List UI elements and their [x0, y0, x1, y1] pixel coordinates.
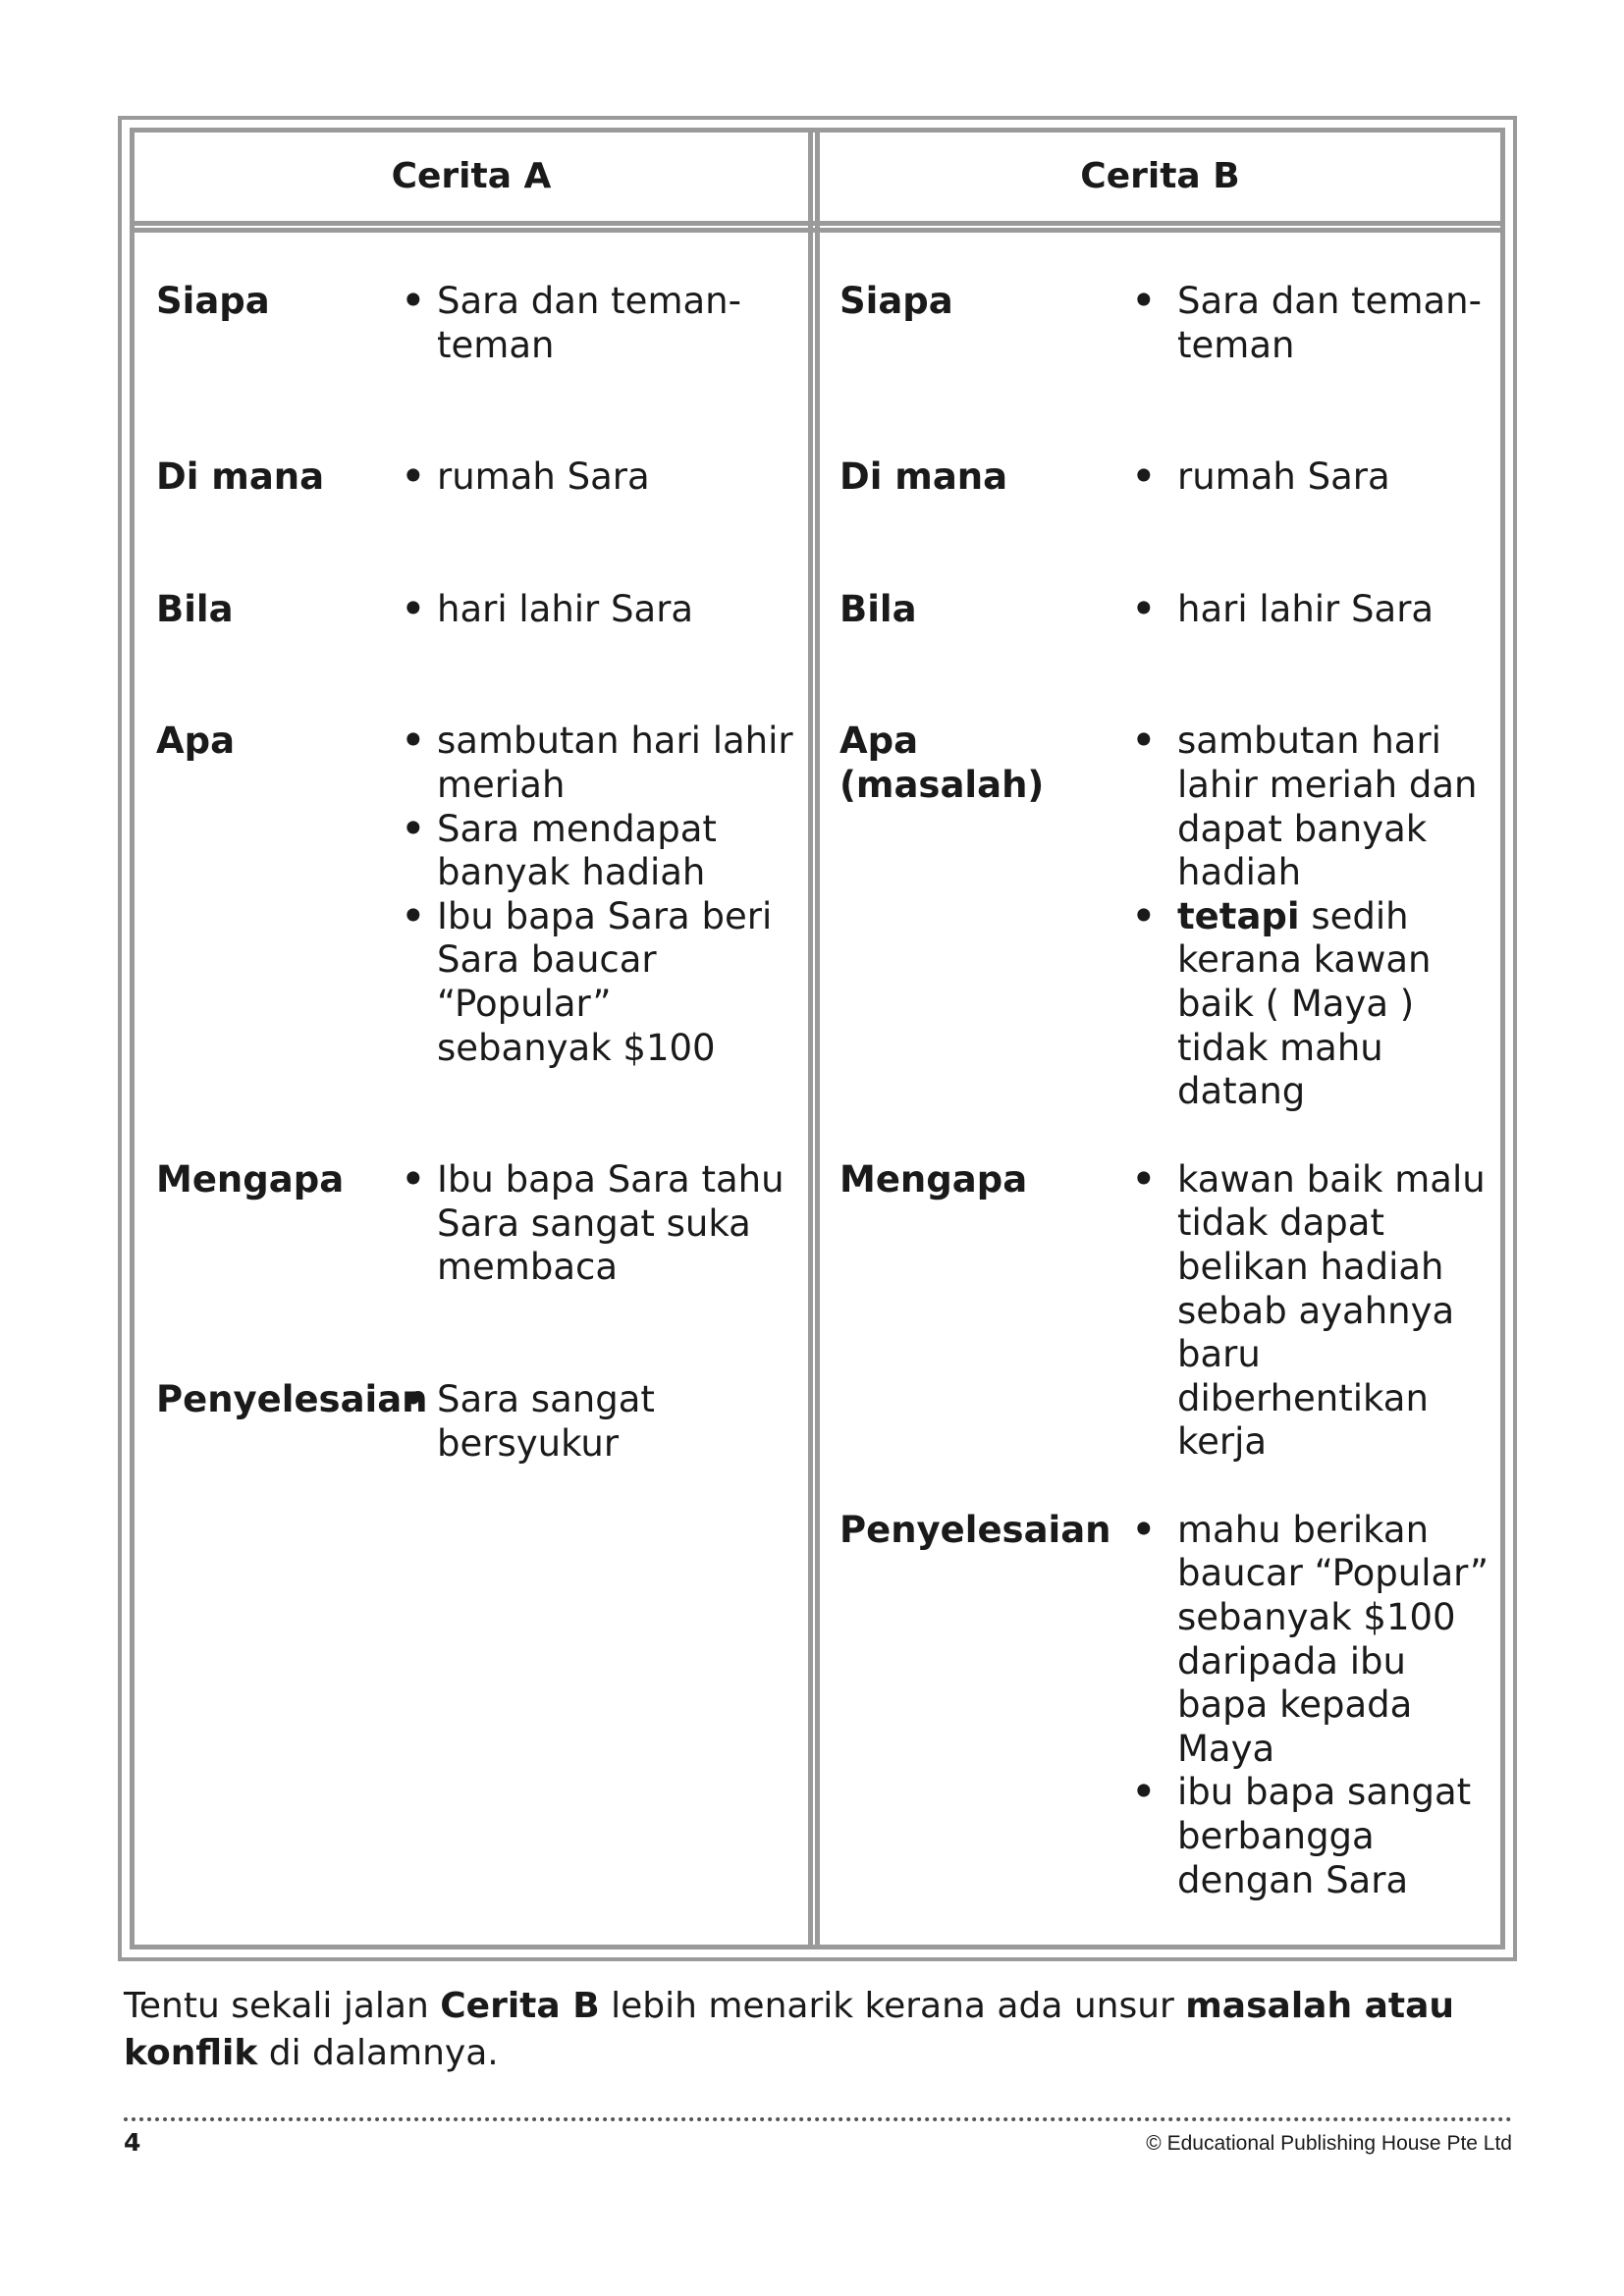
- copyright-notice: © Educational Publishing House Pte Ltd: [1146, 2132, 1512, 2155]
- row-dimana: [156, 455, 794, 500]
- label-siapa: Siapa: [839, 280, 953, 322]
- list-item: • Ibu bapa Sara tahu Sara sangat suka membaca: [402, 1158, 794, 1290]
- list-item: • rumah Sara: [402, 455, 794, 500]
- row-penyelesaian: [156, 1378, 794, 1466]
- list-item-text: sedih kerana kawan baik ( Maya ) tidak mahu datang: [1177, 894, 1432, 1113]
- label-dimana: Di mana: [156, 455, 325, 499]
- list-item: • hari lahir Sara: [1132, 588, 1507, 632]
- bila-list: [1132, 588, 1507, 632]
- label-bila: Bila: [839, 587, 917, 630]
- apa-list: [1132, 720, 1507, 1113]
- row-apa: [156, 720, 794, 1070]
- column-divider: [808, 133, 820, 1945]
- row-mengapa: [156, 1158, 794, 1290]
- list-item: • sambutan hari lahir meriah: [402, 720, 794, 807]
- footer-divider: [124, 2117, 1512, 2121]
- list-item: • kawan baik malu tidak dapat belikan hadiah sebab ayahnya baru diberhentikan kerja: [1132, 1158, 1507, 1465]
- apa-list: [402, 720, 794, 1070]
- label-siapa: Siapa: [156, 280, 270, 322]
- summary-emphasis: Cerita B: [440, 1986, 600, 2026]
- siapa-list: [1132, 280, 1507, 367]
- label-bila: Bila: [156, 587, 234, 630]
- label-dimana: Di mana: [839, 455, 1008, 499]
- dimana-list: [1132, 455, 1507, 500]
- emphasis-tetapi: tetapi: [1177, 894, 1300, 937]
- summary-text: Tentu sekali jalan: [124, 1986, 441, 2026]
- label-mengapa: Mengapa: [839, 1157, 1028, 1201]
- row-siapa: [839, 280, 1507, 367]
- summary-text: lebih menarik kerana ada unsur: [599, 1986, 1186, 2026]
- label-penyelesaian: Penyelesaian: [156, 1377, 428, 1420]
- list-item: • Sara dan teman-teman: [402, 280, 794, 367]
- row-bila: [156, 588, 794, 632]
- row-penyelesaian: [839, 1509, 1507, 1902]
- row-siapa: [156, 280, 794, 367]
- comparison-table: [118, 116, 1517, 1961]
- penyelesaian-list: [1132, 1509, 1507, 1902]
- row-dimana: [839, 455, 1507, 500]
- siapa-list: [402, 280, 794, 367]
- list-item: • sambutan hari lahir meriah dan dapat banyak hadiah: [1132, 720, 1507, 894]
- comparison-table-inner: [130, 128, 1505, 1949]
- summary-paragraph: [124, 1983, 1528, 2077]
- label-penyelesaian: Penyelesaian: [839, 1508, 1111, 1551]
- row-mengapa: [839, 1158, 1507, 1465]
- list-item: [1132, 895, 1507, 1114]
- summary-emphasis: masalah atau konflik: [124, 1986, 1455, 2073]
- list-item: • Ibu bapa Sara beri Sara baucar “Popular” sebanyak $100: [402, 895, 794, 1070]
- list-item: • Sara dan teman-teman: [1132, 280, 1507, 367]
- label-apa: Apa: [156, 720, 236, 763]
- list-item: • rumah Sara: [1132, 455, 1507, 500]
- bila-list: [402, 588, 794, 632]
- label-apa-masalah: Apa (masalah): [839, 720, 1045, 806]
- story-b-column: [839, 280, 1507, 1902]
- row-bila: [839, 588, 1507, 632]
- header-cerita-a: Cerita A: [391, 156, 552, 196]
- page-number: 4: [124, 2128, 141, 2157]
- dimana-list: [402, 455, 794, 500]
- list-item: • Sara mendapat banyak hadiah: [402, 808, 794, 895]
- header-cerita-b: Cerita B: [1080, 156, 1240, 196]
- story-a-column: [156, 280, 794, 1466]
- mengapa-list: [1132, 1158, 1507, 1465]
- mengapa-list: [402, 1158, 794, 1290]
- summary-text: di dalamnya.: [257, 2033, 499, 2073]
- penyelesaian-list: [402, 1378, 794, 1466]
- list-item: • hari lahir Sara: [402, 588, 794, 632]
- list-item: • Sara sangat bersyukur: [402, 1378, 794, 1466]
- label-mengapa: Mengapa: [156, 1158, 345, 1201]
- list-item: • ibu bapa sangat berbangga dengan Sara: [1132, 1771, 1507, 1902]
- row-apa: [839, 720, 1507, 1113]
- header-divider: [135, 221, 1500, 233]
- list-item: • mahu berikan baucar “Popular” sebanyak $100 daripada ibu bapa kepada Maya: [1132, 1509, 1507, 1772]
